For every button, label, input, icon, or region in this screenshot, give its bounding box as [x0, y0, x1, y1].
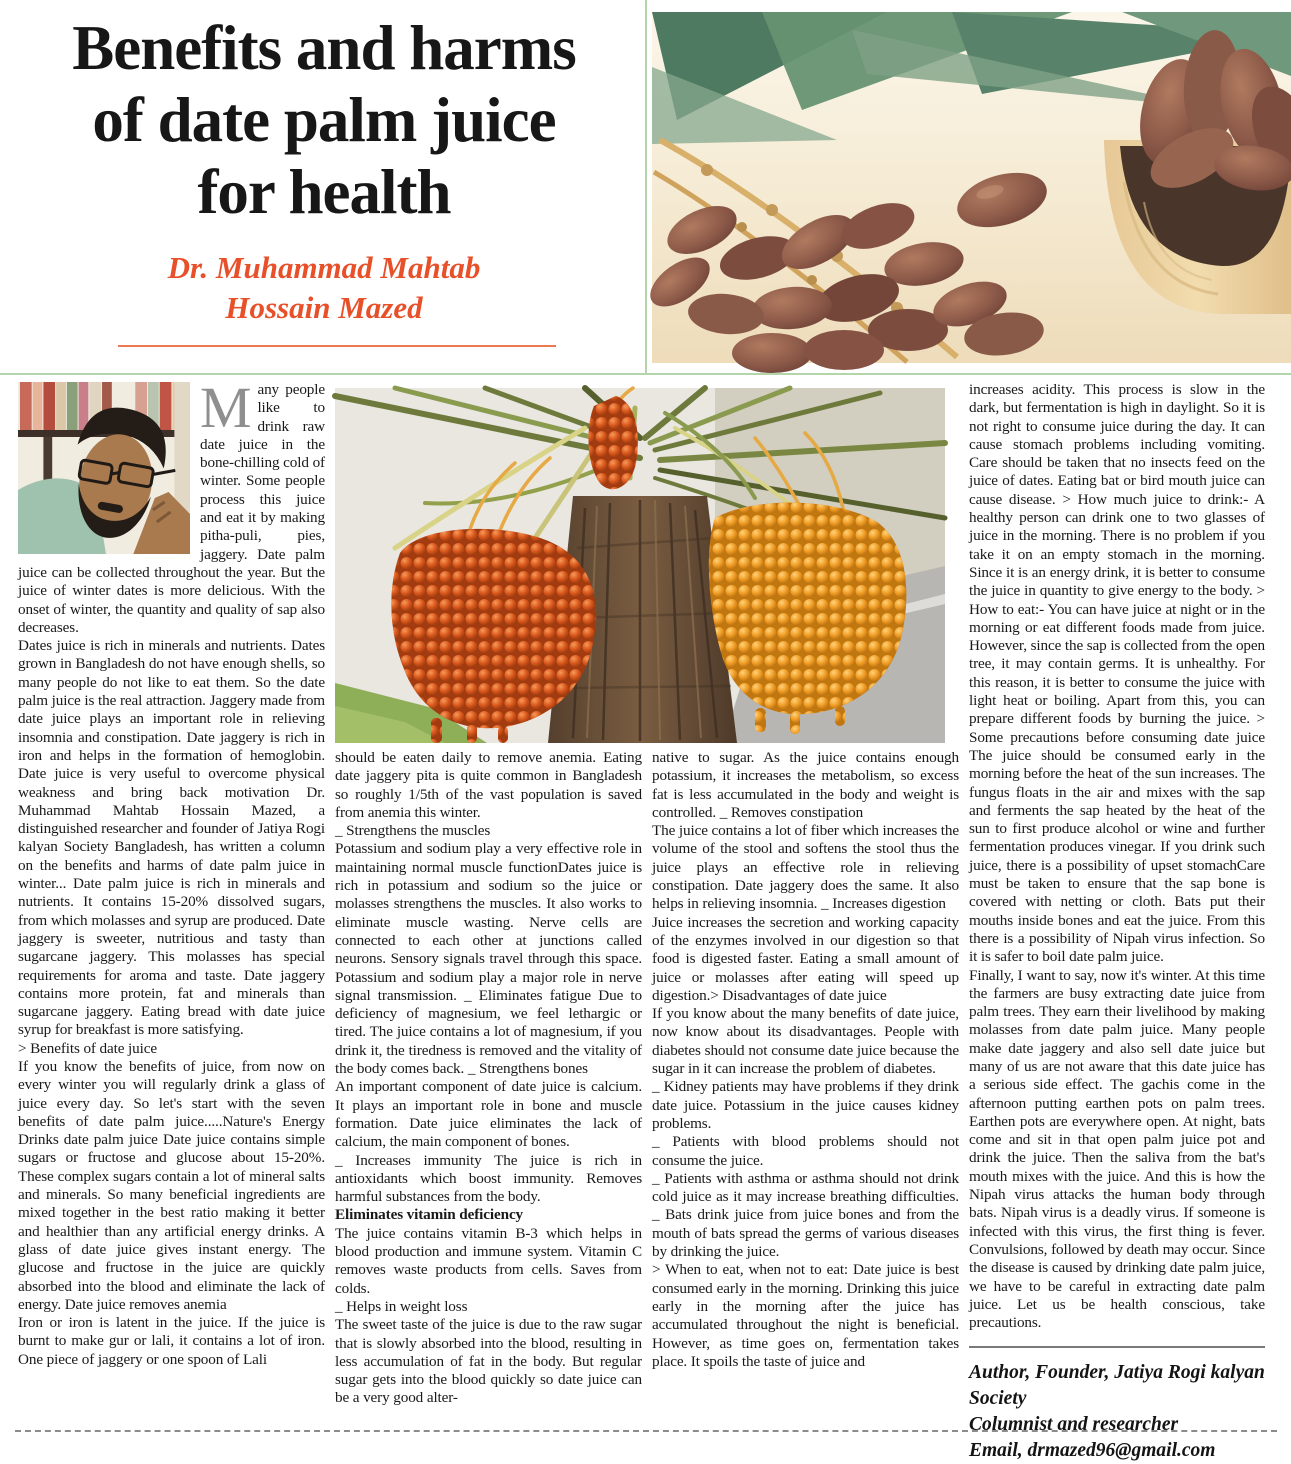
paragraph: The juice contains vitamin B-3 which helps in blood production and immune system. Vitamin C removes waste products from cells. Saves from colds. [335, 1224, 642, 1297]
body-column-1 [18, 375, 325, 1421]
headline-line-2: of date palm juice [92, 85, 556, 155]
paragraph: If you know about the many benefits of date juice, now know about its disadvantages. People with diabetes should not consume date juice because the sugar in it can increase the problem of diabetes. [652, 1005, 959, 1078]
credit-divider [969, 1346, 1265, 1348]
bottom-dashed-divider [15, 1430, 1277, 1432]
paragraph: _ Kidney patients may have problems if they drink date juice. Potassium in the juice causes kidney problems. [652, 1078, 959, 1132]
headline-line-3: for health [197, 157, 451, 227]
byline-line-2: Hossain Mazed [225, 290, 423, 325]
byline-underline [118, 345, 556, 347]
subheading: Eliminates vitamin deficiency [335, 1206, 524, 1224]
paragraph: Finally, I want to say, now it's winter. At this time the farmers are busy extracting date juice from palm trees. They earn their livelihood by making molasses from date palm juice. Many people make date jaggery and also sell date juice but many of us are not aware that this date juice has a serious side effect. The gachis come in the afternoon putting earthen pots on palm trees. Earthen pots are everywhere open. At night, bats come and sit in that open palm juice pot and drink the juice. Then the saliva from the bat's mouth mixes with the juice. And this is how the Nipah virus attacks the human body through bats. Nipah virus is a deadly virus. If someone is infected with this virus, the first thing is fever. Convulsions, followed by death may occur. Since the disease is caused by drinking date palm juice, we have to be careful in extracting date palm juice. Let us be health conscious, take precautions. [969, 966, 1265, 1332]
paragraph: native to sugar. As the juice contains enough potassium, it increases the metabolism, so excess fat is less accumulated in the body and weight is controlled. _ Removes constipation [652, 749, 959, 821]
body-column-2 [335, 381, 642, 1421]
paragraph: increases acidity. This process is slow in the dark, but fermentation is high in daylight. So it is not right to consume juice during the day. It can cause stomach problems including vomiting. Care should be taken that no insects feed on the juice of dates. Eating bat or bird mouth juice can cause disease. > How much juice to drink:- A healthy person can drink one to two glasses of juice in the morning. There is no problem if you take it on an empty stomach in the morning. Since it is an energy drink, it is better to consume the juice in quantity to give energy to the body. > How to eat:- You can have juice at night or in the morning or eat different foods made from juice. However, since the sap is collected from the open tree, it may contain germs. It is unhealthy. For this reason, it is better to consume the juice with light heat or boiling. Apart from this, you can prepare different foods by burning the juice. > Some precautions before consuming date juice The juice should be consumed early in the morning before the heat of the sun increases. The fungus floats in the air and mixes with the sap and ferments the sap heated by the heat of the sun to first produce alcohol or wine and further fermentation produces vinegar. If you drink such juice, there is a possibility of upset stomachCare must be taken to ensure that the sap bone is covered with netting or cloth. Bats put their mouths inside bones and eat the juice. From this there is a possibility of Nipah virus infection. So it is safer to boil date palm juice. [969, 381, 1265, 966]
credit-line-2: Columnist and researcher [969, 1414, 1179, 1436]
green-divider-vertical [645, 0, 647, 374]
paragraph: _ Patients with asthma or asthma should not drink cold juice as it may increase breathing difficulties. _ Bats drink juice from juice bones and from the mouth of bats spread the germs of various diseases by drinking the juice. [652, 1169, 959, 1261]
paragraph: An important component of date juice is calcium. It plays an important role in bone and muscle formation. Date juice eliminates the lack of calcium, the main component of bones. [335, 1078, 642, 1151]
credit-line-3: Email, drmazed96@gmail.com [969, 1440, 1216, 1462]
green-divider-horizontal [0, 373, 1291, 375]
paragraph-text: any people like to drink raw date juice in the bone-chilling cold of winter. Some people process this juice and eat it by making pitha-puli, pies, jaggery. Date palm juice can be collected throughout the year. But the juice of winter dates is more delicious. With the onset of winter, the quantity and quality of sap also decreases. [18, 381, 325, 636]
paragraph: Potassium and sodium play a very effective role in maintaining normal muscle functionDates juice is rich in potassium and sodium so the juice or molasses strengthens the muscles. It also works to eliminate muscle wasting. Nerve cells are connected to each other at junctions called neurons. Sensory signals travel through this space. Potassium and sodium play a major role in nerve signal transmission. _ Eliminates fatigue Due to deficiency of magnesium, we feel lethargic or tired. The juice contains a lot of magnesium, if you drink it, the tiredness is removed and the vitality of the body comes back. _ Strengthens bones [335, 840, 642, 1078]
credit-line-1: Author, Founder, Jatiya Rogi kalyan Society [969, 1362, 1265, 1410]
author-credit-block [969, 1360, 1265, 1464]
paragraph: The juice contains a lot of fiber which increases the volume of the stool and softens the stool thus the juice plays an effective role in relieving constipation. Date jaggery does the same. It also helps in relieving insomnia. _ Increases digestion [652, 822, 959, 913]
paragraph: Dates juice is rich in minerals and nutrients. Dates grown in Bangladesh do not have enough shells, so many people do not like to eat them. So the date palm juice is the real attraction. Jaggery made from date juice plays an important role in relieving insomnia and constipation. Date jaggery is rich in iron and helps in the formation of hemoglobin. Date juice is very useful to overcome physical weakness and bring back motivation Dr. Muhammad Mahtab Hossain Mazed, a distinguished researcher and founder of Jatiya Rogi kalyan Society Bangladesh, has written a column on the benefits and harms of date palm juice in winter... Date palm juice is rich in minerals and nutrients. It contains 15-20% dissolved sugars, from which molasses and syrup are produced. Date jaggery is sweeter, nutritious and tasty than sugarcane jaggery. This molasses has special requirements for aroma and taste. Date jaggery contains more protein, fat and minerals than sugarcane jaggery. Eating bread with date juice syrup for breakfast is more satisfying. [18, 637, 325, 1039]
body-column-4 [969, 381, 1265, 1462]
paragraph: Iron or iron is latent in the juice. If the juice is burnt to make gur or lali, it contains a lot of iron. One piece of jaggery or one spoon of Lali [18, 1314, 325, 1368]
paragraph: Juice increases the secretion and working capacity of the enzymes involved in our digestion so that food is digested faster. Eating a small amount of juice or molasses after eating will speed up digestion.> Disadvantages of date juice [652, 913, 959, 1004]
paragraph: _ Increases immunity The juice is rich in antioxidants which boost immunity. Removes harmful substances from the body. [335, 1151, 642, 1206]
section-marker: _ Strengthens the muscles [335, 822, 491, 840]
body-column-3 [652, 381, 959, 1421]
section-marker: > Benefits of date juice [18, 1039, 157, 1057]
page-title [26, 12, 622, 228]
byline-line-1: Dr. Muhammad Mahtab [167, 250, 481, 285]
paragraph: should be eaten daily to remove anemia. Eating date jaggery pita is quite common in Bangladesh so roughly 1/5th of the vast population is saved from anemia this winter. [335, 749, 642, 821]
drop-cap: M [200, 375, 252, 440]
article-body [18, 375, 1276, 1462]
paragraph: The sweet taste of the juice is due to the raw sugar that is slowly absorbed into the blood, resulting in less accumulation of fat in the body. But regular sugar gets into the blood quickly so date juice can be a very good alter- [335, 1316, 642, 1407]
section-marker: _ Helps in weight loss [335, 1297, 468, 1315]
author-portrait-photo [18, 382, 190, 554]
dates-still-life-photo [652, 12, 1291, 363]
byline [26, 248, 622, 328]
first-paragraph [18, 375, 325, 637]
headline-line-1: Benefits and harms [72, 13, 576, 83]
paragraph: _ Patients with blood problems should not consume the juice. [652, 1133, 959, 1169]
paragraph: > When to eat, when not to eat: Date juice is best consumed early in the morning. Drinking this juice early in the morning after the juice has accumulated throughout the night is beneficial. However, as time goes on, fermentation takes place. It spoils the taste of juice and [652, 1261, 959, 1370]
paragraph: If you know the benefits of juice, from now on every winter you will regularly drink a glass of juice every day. So let's start with the seven benefits of date palm juice.....Nature's Energy Drinks date palm juice Date juice contains simple sugars or fructose and glucose about 15-20%. These complex sugars contain a lot of mineral salts and minerals. So many beneficial ingredients are mixed together in the best ratio making it better and healthier than any artificial energy drinks. A glass of date juice gives instant energy. The glucose and fructose in the juice are quickly absorbed into the blood and eliminate the lack of energy. Date juice removes anemia [18, 1057, 325, 1313]
